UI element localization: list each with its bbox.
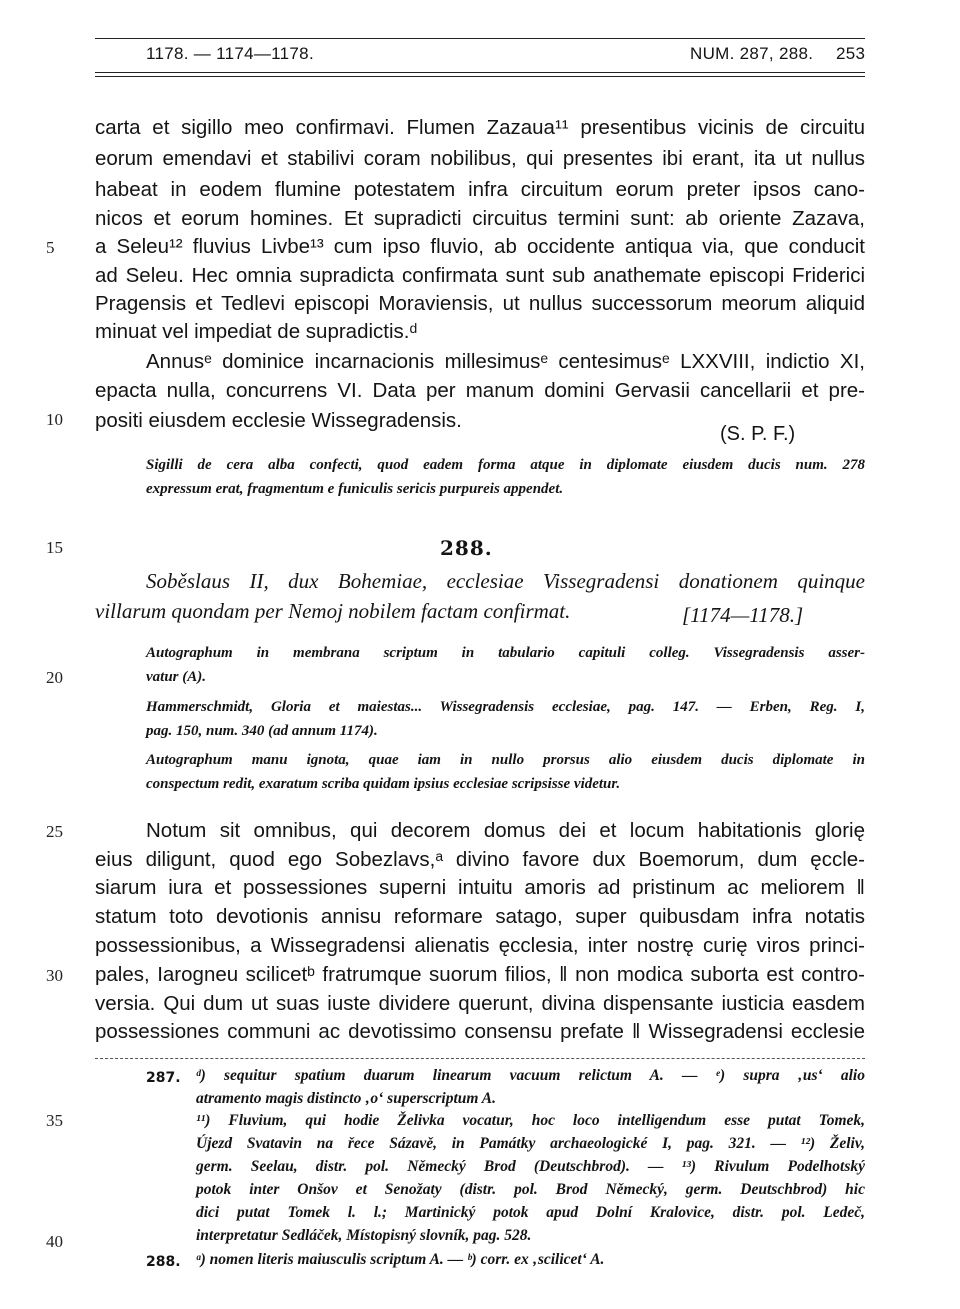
- header-bottom-rule: [95, 72, 865, 73]
- seal-sigla: (S. P. F.): [720, 423, 796, 445]
- footnote-line: Újezd Svatavin na řece Sázavě, in Památky archaeologické I, pag. 321. — ¹²) Želiv,: [196, 1135, 865, 1152]
- line-number: 5: [46, 238, 55, 257]
- text-line: Pragensis et Tedlevi episcopi Moraviensis, ut nullus successorum meorum aliquid: [95, 292, 865, 315]
- text-line: minuat vel impediat de supradictis.ᵈ: [95, 320, 418, 343]
- text-line: versia. Qui dum ut suas iuste dividere querunt, divina dispensante iusticia easdem: [95, 992, 865, 1015]
- text-line: eorum emendavi et stabilivi coram nobilibus, qui presentes ibi erant, ita ut nullus: [95, 147, 865, 170]
- line-number: 25: [46, 822, 63, 841]
- text-line: possessionibus, a Wissegradensi alienatis ęcclesia, inter nostrę curię viros princi-: [95, 934, 865, 957]
- text-line: eius diligunt, quod ego Sobezlavs,ᵃ divino favore dux Boemorum, dum ęccle-: [95, 848, 865, 871]
- footnote-line: potok inter Onšov et Senožaty (distr. pol. Brod Německý, germ. Deutschbrod) hic: [196, 1181, 865, 1198]
- footnote-line: interpretatur Sedláček, Místopisný slovník, pag. 528.: [196, 1227, 532, 1244]
- text-line: pales, Iarogneu scilicetᵇ fratrumque suorum filios, ‖ non modica suborta est contro-: [95, 963, 865, 986]
- dating-line: epacta nulla, concurrens VI. Data per manum domini Gervasii cancellarii et pre-: [95, 379, 865, 402]
- footnote-line: ¹¹) Fluvium, qui hodie Želivka vocatur, hoc loco intelligendum esse putat Tomek,: [196, 1112, 865, 1129]
- footnote-doc-tag: 288.: [146, 1254, 181, 1270]
- header-left-dates: 1178. — 1174—1178.: [146, 44, 314, 63]
- header-document-numbers: NUM. 287, 288.: [690, 44, 814, 63]
- document-date: [1174—1178.]: [682, 603, 804, 627]
- tradition-note: Autographum in membrana scriptum in tabulario capituli colleg. Vissegradensis asser-: [146, 645, 865, 661]
- text-line: possessiones communi ac devotissimo consensu prefate ‖ Wissegradensi ecclesie: [95, 1020, 865, 1043]
- document-rubric: villarum quondam per Nemoj nobilem factam confirmat.: [95, 599, 571, 623]
- document-rubric: Soběslaus II, dux Bohemiae, ecclesiae Vissegradensi donationem quinque: [146, 569, 865, 593]
- script-note: Autographum manu ignota, quae iam in nullo prorsus alio eiusdem ducis diplomate in: [146, 752, 865, 768]
- text-line: statum toto devotionis annisu reformare satago, super quibusdam infra notatis: [95, 905, 865, 928]
- line-number: 35: [46, 1111, 63, 1130]
- line-number: 30: [46, 966, 63, 985]
- footnote-line: germ. Seelau, distr. pol. Německý Brod (Deutschbrod). — ¹³) Rivulum Podelhotský: [196, 1158, 865, 1175]
- text-line: carta et sigillo meo confirmavi. Flumen Zazaua¹¹ presentibus vicinis de circuitu: [95, 116, 865, 139]
- footnote-line: ᵈ) sequitur spatium duarum linearum vacuum relictum A. — ᵉ) supra ‚us‘ alio: [196, 1067, 865, 1084]
- edition-note: Hammerschmidt, Gloria et maiestas... Wissegradensis ecclesiae, pag. 147. — Erben, Reg. I,: [146, 699, 865, 715]
- header-top-rule: [95, 38, 865, 39]
- dating-line: Annusᵉ dominice incarnacionis millesimusᵉ centesimusᵉ LXXVIII, indictio XI,: [146, 350, 865, 373]
- line-number: 20: [46, 668, 63, 687]
- seal-note: expressum erat, fragmentum e funiculis sericis purpureis appendet.: [146, 481, 564, 497]
- footnote-doc-tag: 287.: [146, 1070, 181, 1086]
- tradition-note: vatur (A).: [146, 669, 206, 685]
- line-number: 10: [46, 410, 63, 429]
- seal-note: Sigilli de cera alba confecti, quod eadem forma atque in diplomate eiusdem ducis num. 278: [146, 457, 865, 473]
- footnote-line: atramento magis distincto ‚o‘ superscriptum A.: [196, 1090, 496, 1107]
- text-line: ad Seleu. Hec omnia supradicta confirmata sunt sub anathemate episcopi Friderici: [95, 264, 865, 287]
- edition-note: pag. 150, num. 340 (ad annum 1174).: [146, 723, 378, 739]
- text-line: habeat in eodem flumine potestatem infra circuitum eorum preter ipsos cano-: [95, 178, 865, 201]
- text-line: Notum sit omnibus, qui decorem domus dei et locum habitationis glorię: [146, 819, 865, 842]
- page-number: 253: [836, 44, 866, 63]
- footnote-line: ᵃ) nomen literis maiusculis scriptum A. — ᵇ) corr. ex ‚scilicet‘ A.: [196, 1251, 605, 1268]
- document-number: 288.: [440, 536, 493, 560]
- dating-line: positi eiusdem ecclesie Wissegradensis.: [95, 409, 462, 432]
- text-line: siarum iura et possessiones superni intuitu amoris ad pristinum ac meliorem ‖: [95, 876, 865, 899]
- script-note: conspectum redit, exaratum scriba quidam ipsius ecclesiae scripsisse videtur.: [146, 776, 621, 792]
- text-line: a Seleu¹² fluvius Livbe¹³ cum ipso fluvio, ab occidente antiqua via, que conducit: [95, 235, 865, 258]
- line-number: 40: [46, 1232, 63, 1251]
- footnote-line: dici putat Tomek l. l.; Martinický potok apud Dolní Kralovice, distr. pol. Ledeč,: [196, 1204, 865, 1221]
- line-number: 15: [46, 538, 63, 557]
- footnote-rule: [95, 1058, 865, 1059]
- header-bottom-rule-2: [95, 76, 865, 77]
- text-line: nicos et eorum homines. Et supradicti circuitus termini sunt: ab oriente Zazava,: [95, 207, 865, 230]
